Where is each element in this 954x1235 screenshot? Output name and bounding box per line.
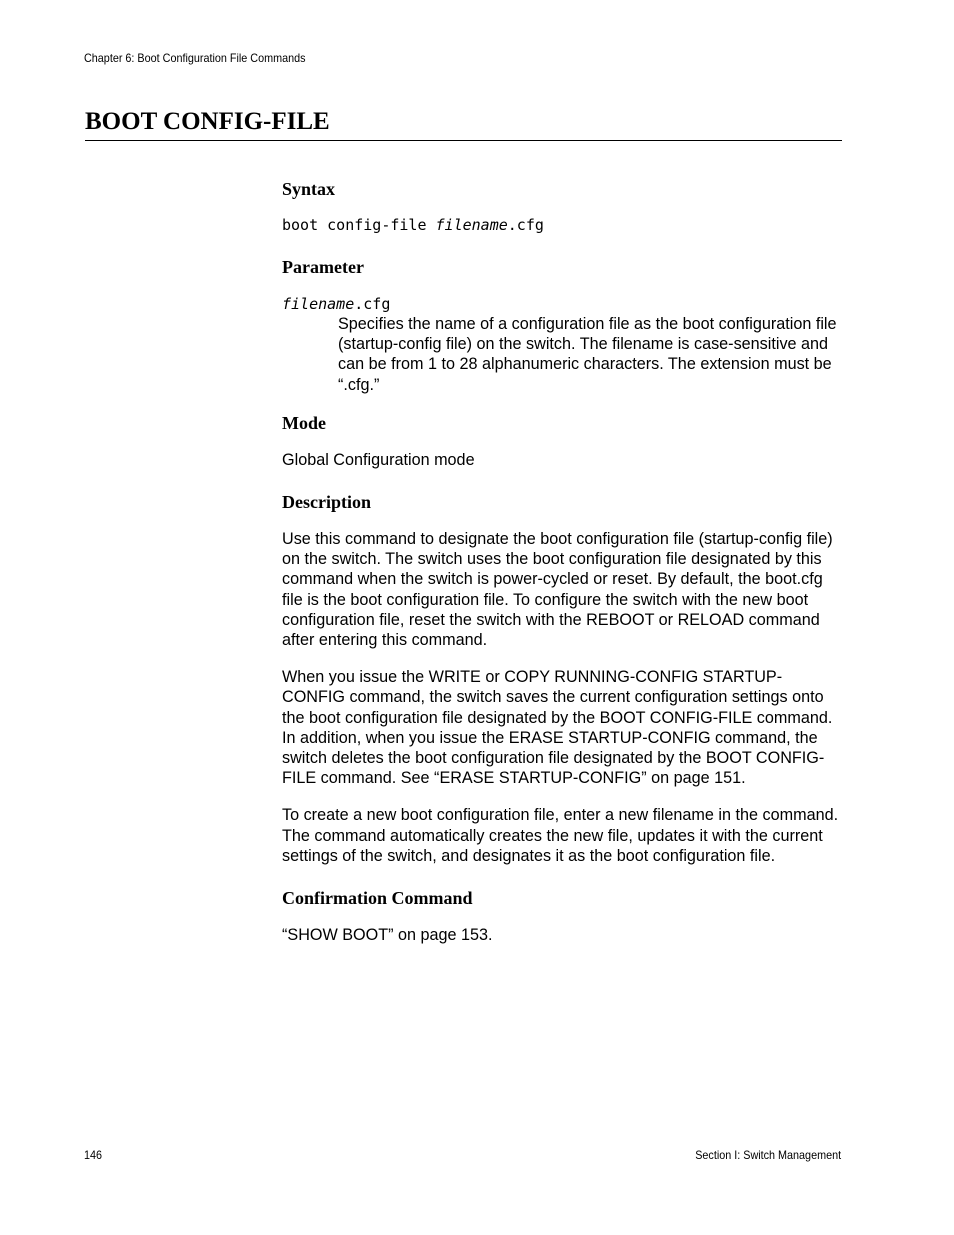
syntax-heading: Syntax <box>282 179 336 199</box>
footer-section: Section I: Switch Management <box>695 1148 841 1162</box>
syntax-command-text: boot config-file <box>282 216 436 234</box>
syntax-placeholder: filename <box>435 216 508 234</box>
title-rule <box>85 140 842 141</box>
confirmation-heading: Confirmation Command <box>282 888 473 909</box>
syntax-command <box>282 215 842 235</box>
mode-text: Global Configuration mode <box>282 450 475 469</box>
parameter-extension: .cfg <box>354 295 391 313</box>
parameter-description: Specifies the name of a configuration file as the boot configuration file (startup-config file) on the switch. The filename is case-sensitive and can be from 1 to 28 alphanumeric characters. The extension must be “.cfg.” <box>338 315 837 394</box>
page-title: BOOT CONFIG-FILE <box>85 108 330 135</box>
description-paragraph: When you issue the WRITE or COPY RUNNING-CONFIG STARTUP-CONFIG command, the switch saves the current configuration settings onto the boot configuration file designated by the BOOT CONFIG-FILE command. In addition, when you issue the ERASE STARTUP-CONFIG command, the switch deletes the boot configuration file designated by the BOOT CONFIG-FILE command. See “ERASE STARTUP-CONFIG” on page 151. <box>282 668 833 788</box>
mode-heading: Mode <box>282 412 326 433</box>
description-heading: Description <box>282 492 371 513</box>
page-number: 146 <box>84 1148 103 1162</box>
parameter-placeholder: filename <box>282 295 355 313</box>
confirmation-link[interactable]: “SHOW BOOT” on page 153. <box>282 926 493 945</box>
parameter-name <box>282 294 842 314</box>
parameter-heading: Parameter <box>282 257 364 277</box>
main-content <box>282 178 842 945</box>
description-paragraph: To create a new boot configuration file, enter a new filename in the command. The command automatically creates the new file, updates it with the current settings of the switch, and designates it as the boot configuration file. <box>282 806 839 865</box>
running-head: Chapter 6: Boot Configuration File Commands <box>84 51 306 65</box>
syntax-extension: .cfg <box>507 216 544 234</box>
description-paragraph: Use this command to designate the boot configuration file (startup-config file) on the switch. The switch uses the boot configuration file designated by this command when the switch is power-cycled or reset. By default, the boot.cfg file is the boot configuration file. To configure the switch with the new boot configuration file, reset the switch with the REBOOT or RELOAD command after entering this command. <box>282 530 833 650</box>
